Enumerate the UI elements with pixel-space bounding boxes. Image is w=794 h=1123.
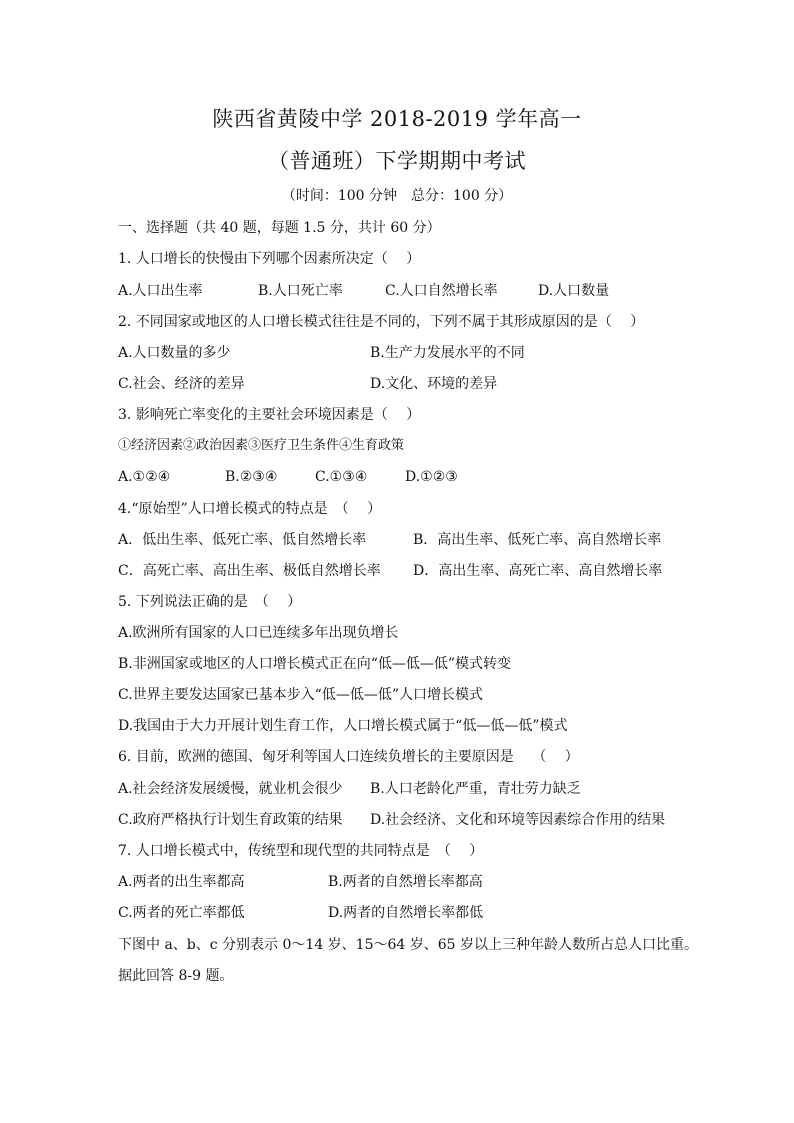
question-4-option-b: B．高出生率、低死亡率、高自然增长率 — [413, 532, 662, 548]
question-6-option-a: A.社会经济发展缓慢，就业机会很少 — [118, 781, 343, 797]
question-4-option-a: A．低出生率、低死亡率、低自然增长率 — [118, 532, 367, 548]
question-4-option-d: D．高出生率、高死亡率、高自然增长率 — [413, 563, 663, 579]
question-3-option-b: B.②③④ — [225, 469, 278, 485]
question-1-option-c: C.人口自然增长率 — [385, 283, 498, 299]
question-1-option-b: B.人口死亡率 — [258, 283, 343, 299]
question-5-option-c: C.世界主要发达国家已基本步入“低—低—低”人口增长模式 — [118, 687, 483, 703]
question-1-option-d: D.人口数量 — [538, 283, 610, 299]
question-6-option-b: B.人口老龄化严重，青壮劳力缺乏 — [370, 781, 581, 797]
question-6-option-c: C.政府严格执行计划生育政策的结果 — [118, 812, 343, 828]
exam-time-note: （时间：100 分钟 总分：100 分） — [281, 188, 513, 204]
question-2-option-c: C.社会、经济的差异 — [118, 376, 245, 392]
question-4-stem: 4.“原始型”人口增长模式的特点是 （ ） — [118, 501, 382, 517]
question-5-option-a: A.欧洲所有国家的人口已连续多年出现负增长 — [118, 625, 399, 641]
question-2-option-a: A.人口数量的多少 — [118, 345, 231, 361]
question-6-stem: 6. 目前，欧洲的德国、匈牙利等国人口连续负增长的主要原因是 （ ） — [118, 749, 579, 765]
question-3-option-d: D.①②③ — [405, 469, 458, 485]
figure-intro-line1: 下图中 a、b、c 分别表示 0～14 岁、15～64 岁、65 岁以上三种年龄人数所占总人口比重。 — [118, 937, 699, 953]
question-3-factors: ①经济因素②政治因素③医疗卫生条件④生育政策 — [118, 438, 405, 453]
question-1-option-a: A.人口出生率 — [118, 283, 203, 299]
section-heading: 一、选择题（共 40 题，每题 1.5 分，共计 60 分） — [118, 220, 441, 236]
question-7-option-b: B.两者的自然增长率都高 — [328, 874, 483, 890]
question-7-option-c: C.两者的死亡率都低 — [118, 905, 245, 921]
figure-intro-line2: 据此回答 8-9 题。 — [118, 968, 234, 984]
question-7-option-d: D.两者的自然增长率都低 — [328, 905, 484, 921]
question-6-option-d: D.社会经济、文化和环境等因素综合作用的结果 — [370, 812, 666, 828]
question-5-option-d: D.我国由于大力开展计划生育工作，人口增长模式属于“低—低—低”模式 — [118, 718, 568, 734]
question-5-option-b: B.非洲国家或地区的人口增长模式正在向“低—低—低”模式转变 — [118, 656, 512, 672]
exam-title-line1: 陕西省黄陵中学 2018-2019 学年高一 — [212, 107, 582, 131]
question-3-stem: 3. 影响死亡率变化的主要社会环境因素是（ ） — [118, 407, 421, 423]
question-2-stem: 2. 不同国家或地区的人口增长模式往往是不同的，下列不属于其形成原因的是（ ） — [118, 314, 645, 330]
exam-title-line2: （普通班）下学期期中考试 — [268, 149, 526, 173]
question-4-option-c: C．高死亡率、高出生率、极低自然增长率 — [118, 563, 381, 579]
question-7-stem: 7. 人口增长模式中，传统型和现代型的共同特点是 （ ） — [118, 843, 484, 859]
question-1-stem: 1. 人口增长的快慢由下列哪个因素所决定（ ） — [118, 251, 421, 267]
question-3-option-c: C.①③④ — [315, 469, 368, 485]
question-2-option-d: D.文化、环境的差异 — [370, 376, 498, 392]
question-7-option-a: A.两者的出生率都高 — [118, 874, 245, 890]
question-3-option-a: A.①②④ — [118, 469, 171, 485]
question-5-stem: 5. 下列说法正确的是 （ ） — [118, 594, 302, 610]
question-2-option-b: B.生产力发展水平的不同 — [370, 345, 525, 361]
